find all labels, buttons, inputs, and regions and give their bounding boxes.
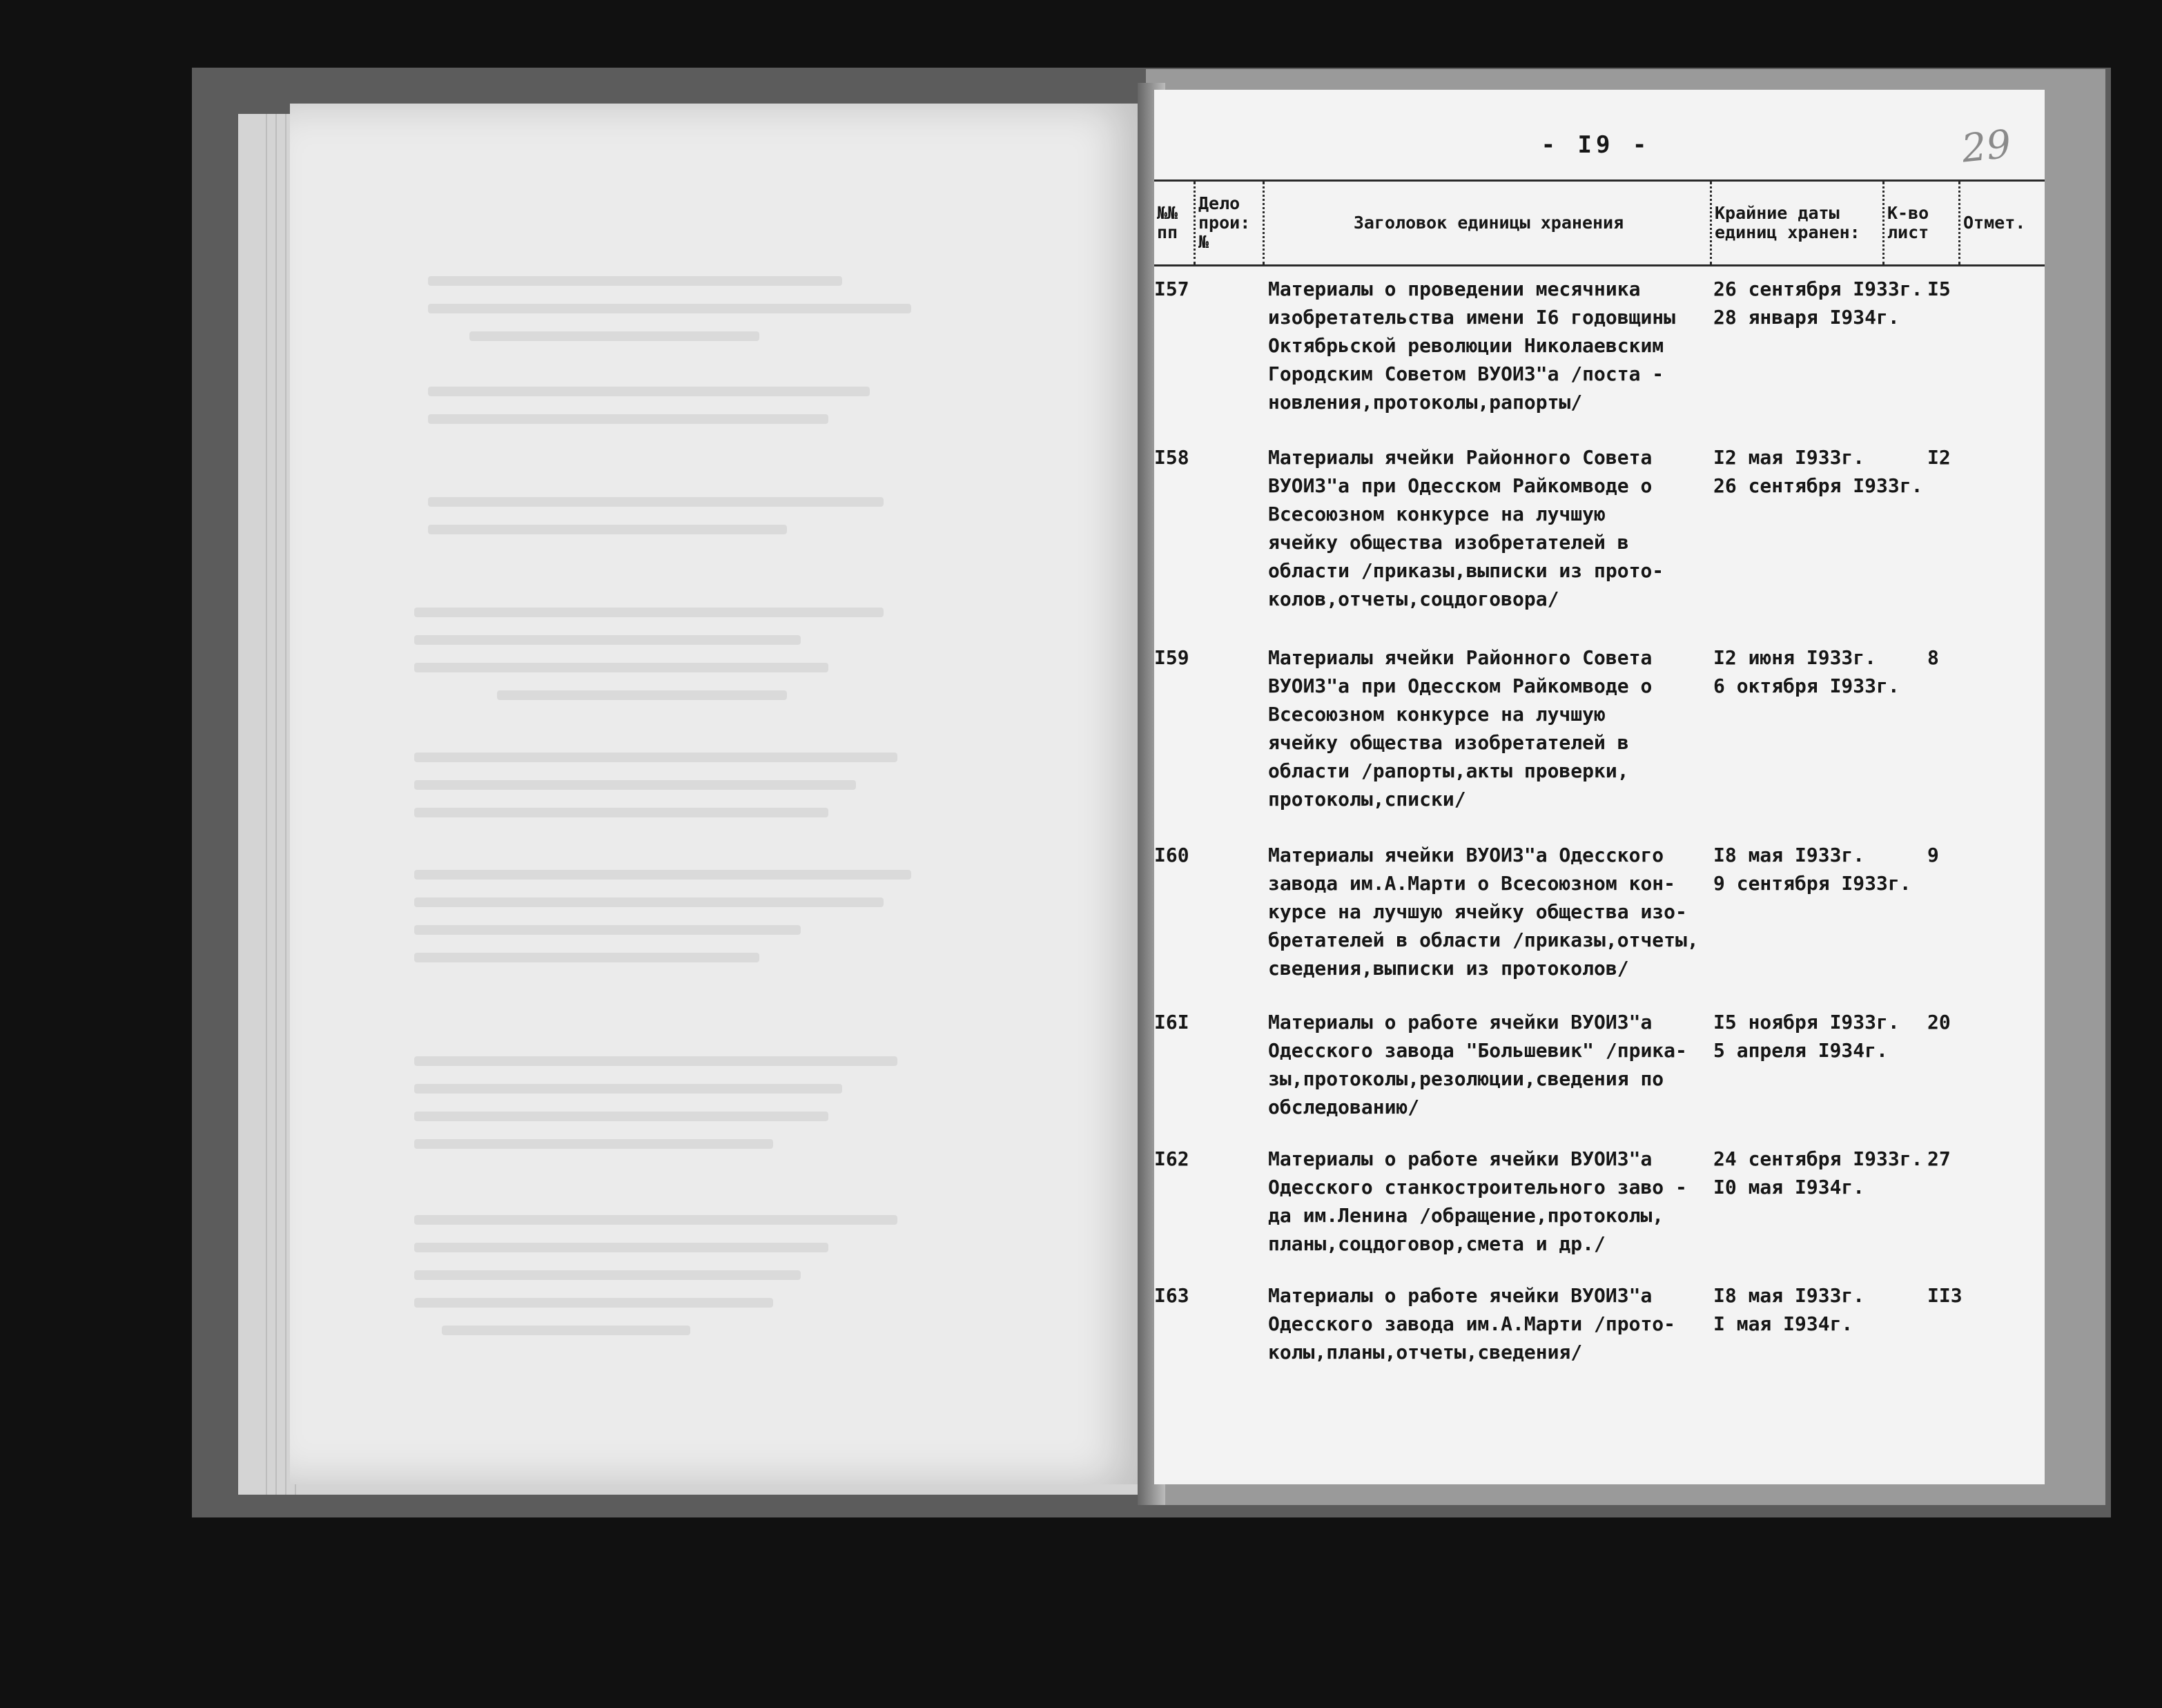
record-sheet-count: 8 [1927, 646, 1939, 669]
table-header [1154, 179, 2045, 266]
record-dates: I2 июня I933г. 6 октября I933г. [1713, 646, 1900, 697]
record-title: Материалы о проведении месячника изобретательства имени I6 годовщины Октябрьской революции Николаевским Городским Советом ВУОИЗ"а /поста - новления,протоколы,рапорты/ [1268, 278, 1676, 414]
record-sheet-count: II3 [1927, 1284, 1963, 1307]
record-dates: I8 мая I933г. 9 сентября I933г. [1713, 844, 1911, 895]
record-number: I58 [1154, 446, 1189, 469]
record-title: Материалы ячейки ВУОИЗ"а Одесского завода им.А.Марти о Всесоюзном кон- курсе на лучшую ячейку общества изо- бретателей в области /приказы,отчеты, сведения,выписки из протоколов/ [1268, 844, 1699, 980]
right-page [1154, 90, 2045, 1484]
record-sheet-count: 27 [1927, 1147, 1951, 1170]
page-number: - I9 - [1541, 131, 1651, 159]
record-title: Материалы о работе ячейки ВУОИЗ"а Одесского завода им.А.Марти /прото- колы,планы,отчеты,сведения/ [1268, 1284, 1676, 1364]
header-col-note: Отмет. [1963, 213, 2026, 233]
record-number: I6I [1154, 1011, 1189, 1033]
record-dates: 26 сентября I933г. 28 января I934г. [1713, 278, 1923, 329]
header-col-dates: Крайние даты единиц хранен: [1712, 182, 1885, 264]
header-col-file: Дело прои: № [1196, 182, 1265, 264]
header-col-title: Заголовок единицы хранения [1265, 182, 1712, 264]
record-dates: 24 сентября I933г. I0 мая I934г. [1713, 1147, 1923, 1198]
record-dates: I5 ноября I933г. 5 апреля I934г. [1713, 1011, 1900, 1062]
record-number: I62 [1154, 1147, 1189, 1170]
record-sheet-count: I5 [1927, 278, 1951, 300]
record-sheet-count: 20 [1927, 1011, 1951, 1033]
record-number: I60 [1154, 844, 1189, 866]
record-title: Материалы о работе ячейки ВУОИЗ"а Одесского завода "Большевик" /прика- зы,протоколы,резолюции,сведения по обследованию/ [1268, 1011, 1687, 1118]
header-col-no: №№ пп [1154, 182, 1196, 264]
folio-number: 29 [1959, 122, 2014, 172]
record-title: Материалы ячейки Районного Совета ВУОИЗ"а при Одесском Райкомводе о Всесоюзном конкурсе на лучшую ячейку общества изобретателей в области /рапорты,акты проверки, протоколы,списки/ [1268, 646, 1653, 811]
record-number: I63 [1154, 1284, 1189, 1307]
record-dates: I2 мая I933г. 26 сентября I933г. [1713, 446, 1923, 497]
record-sheet-count: 9 [1927, 844, 1939, 866]
header-col-count: К-во лист [1885, 182, 1960, 264]
record-number: I59 [1154, 646, 1189, 669]
left-page [290, 104, 1146, 1484]
record-number: I57 [1154, 278, 1189, 300]
record-title: Материалы о работе ячейки ВУОИЗ"а Одесского станкостроительного заво - да им.Ленина /обращение,протоколы, планы,соцдоговор,смета и др./ [1268, 1147, 1687, 1255]
record-dates: I8 мая I933г. I мая I934г. [1713, 1284, 1865, 1335]
record-sheet-count: I2 [1927, 446, 1951, 469]
record-title: Материалы ячейки Районного Совета ВУОИЗ"а при Одесском Райкомводе о Всесоюзном конкурсе на лучшую ячейку общества изобретателей в области /приказы,выписки из прото- колов,отчеты,соцдоговора/ [1268, 446, 1664, 610]
